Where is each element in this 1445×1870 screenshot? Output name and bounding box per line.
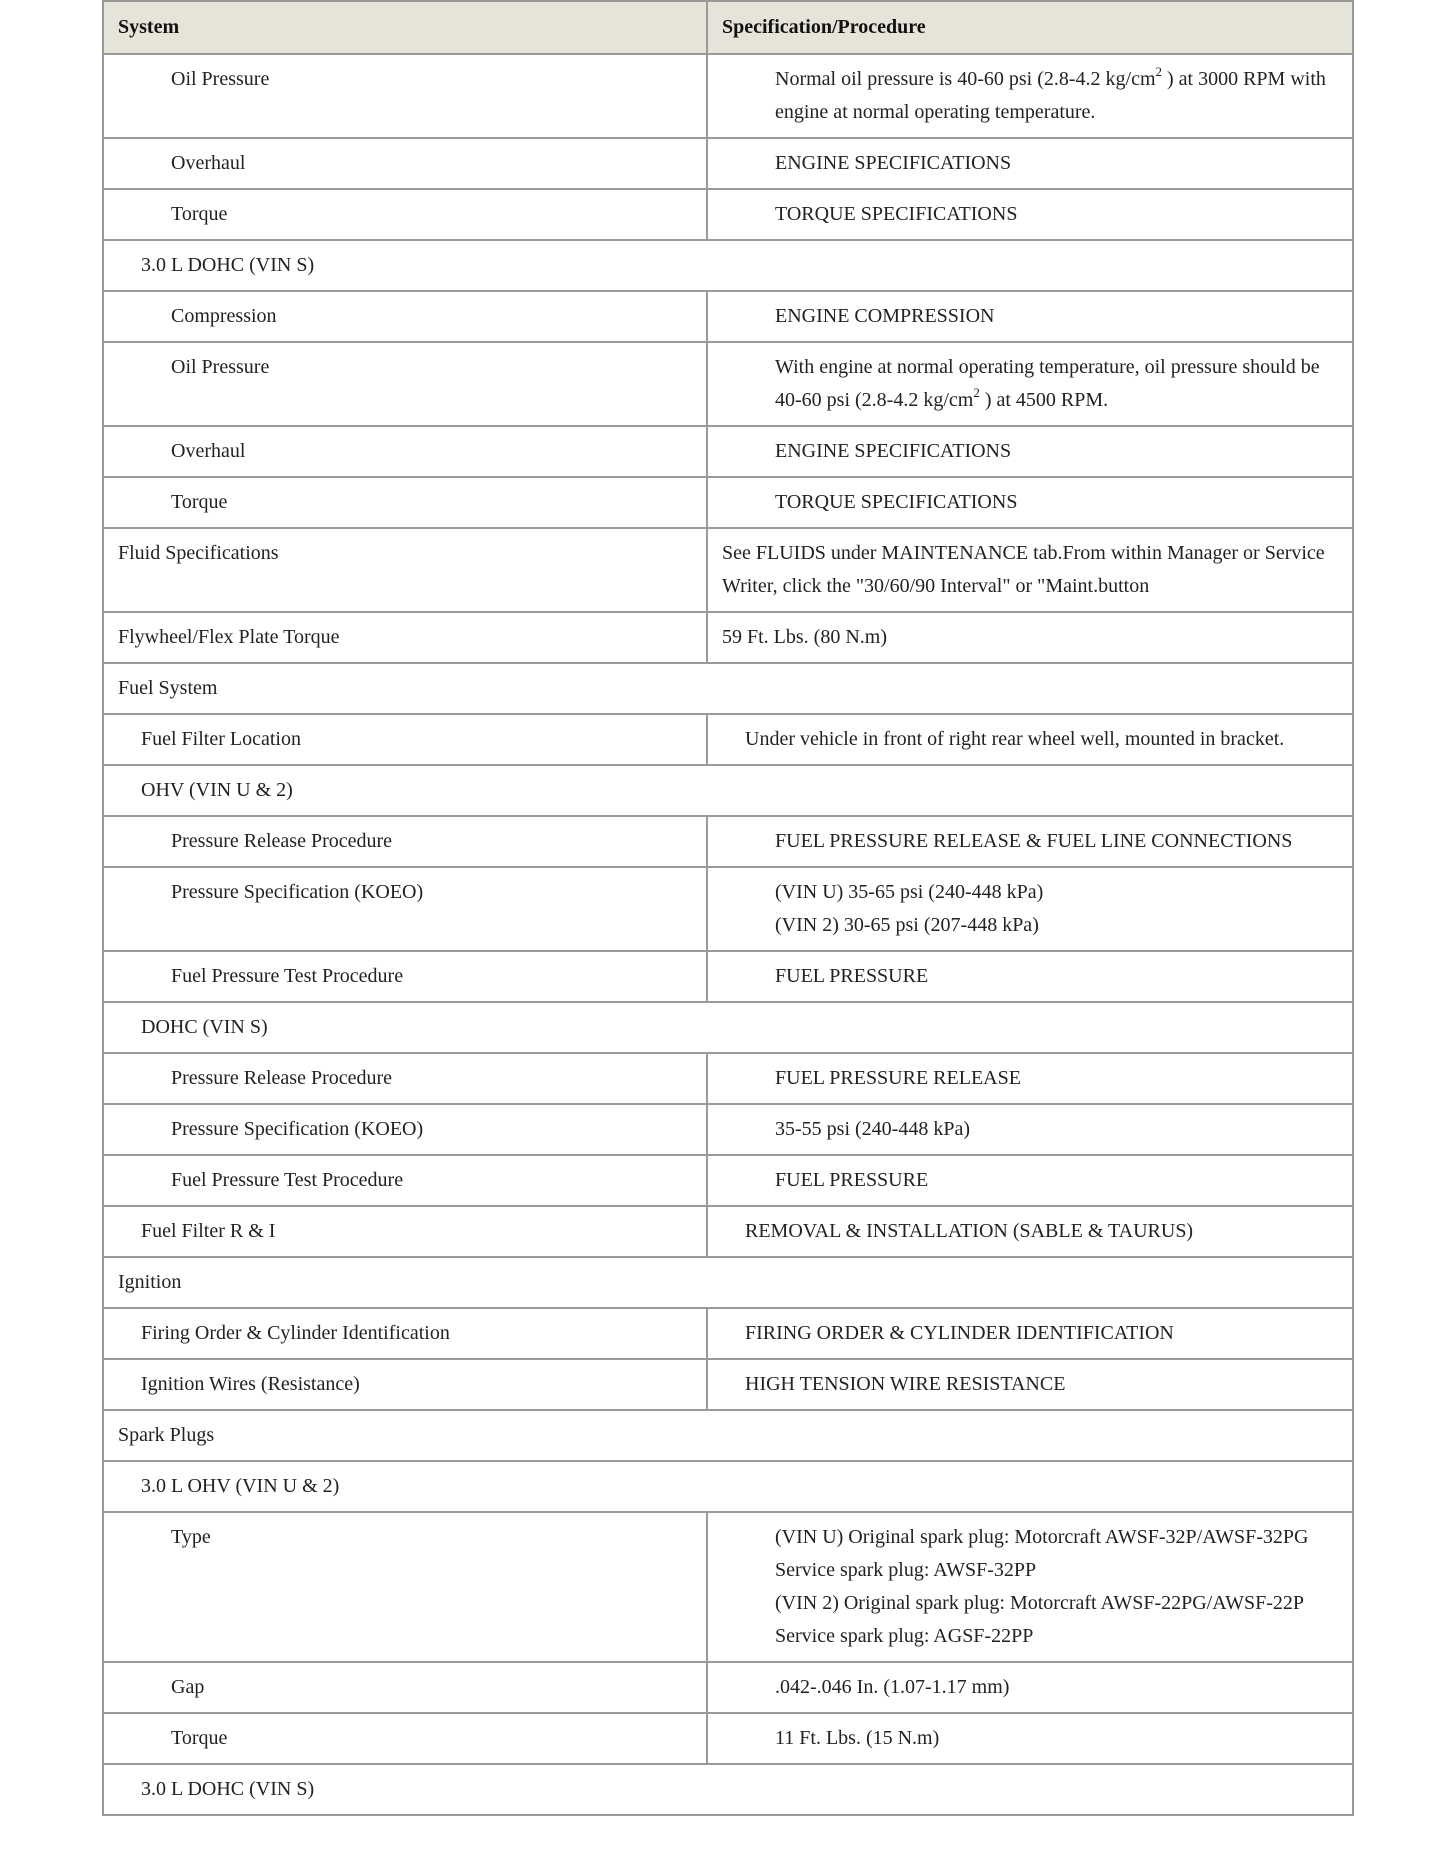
system-cell: Type <box>103 1512 707 1662</box>
spec-cell <box>707 1512 1353 1662</box>
system-cell: Pressure Release Procedure <box>103 816 707 867</box>
spec-cell: ENGINE SPECIFICATIONS <box>707 426 1353 477</box>
table-row <box>103 291 1353 342</box>
system-cell: Ignition Wires (Resistance) <box>103 1359 707 1410</box>
spec-cell: HIGH TENSION WIRE RESISTANCE <box>707 1359 1353 1410</box>
spec-cell: 59 Ft. Lbs. (80 N.m) <box>707 612 1353 663</box>
system-cell: Torque <box>103 1713 707 1764</box>
spec-cell: TORQUE SPECIFICATIONS <box>707 189 1353 240</box>
spec-line: (VIN 2) Original spark plug: Motorcraft AWSF-22PG/AWSF-22P <box>775 1592 1304 1614</box>
spec-cell <box>707 867 1353 951</box>
section-label: DOHC (VIN S) <box>103 1002 1353 1053</box>
table-row <box>103 1206 1353 1257</box>
table-row <box>103 54 1353 138</box>
system-cell: Fuel Pressure Test Procedure <box>103 951 707 1002</box>
table-row <box>103 342 1353 426</box>
table-row <box>103 477 1353 528</box>
section-row <box>103 765 1353 816</box>
section-label: Ignition <box>103 1257 1353 1308</box>
section-label: 3.0 L OHV (VIN U & 2) <box>103 1461 1353 1512</box>
spec-text: ) at 4500 RPM. <box>979 389 1109 411</box>
section-row <box>103 1461 1353 1512</box>
spec-cell <box>707 342 1353 426</box>
system-cell: Firing Order & Cylinder Identification <box>103 1308 707 1359</box>
system-cell: Overhaul <box>103 138 707 189</box>
table-row <box>103 1359 1353 1410</box>
system-cell: Overhaul <box>103 426 707 477</box>
spec-text: ) at 3000 RPM with engine at normal operating temperature. <box>775 68 1326 123</box>
spec-cell: .042-.046 In. (1.07-1.17 mm) <box>707 1662 1353 1713</box>
table-row <box>103 1155 1353 1206</box>
spec-line: Service spark plug: AGSF-22PP <box>775 1625 1034 1647</box>
spec-text: With engine at normal operating temperature, oil pressure should be 40-60 psi (2.8-4.2 kg/cm <box>775 356 1320 411</box>
spec-line: Service spark plug: AWSF-32PP <box>775 1559 1037 1581</box>
spec-cell: 11 Ft. Lbs. (15 N.m) <box>707 1713 1353 1764</box>
section-label: 3.0 L DOHC (VIN S) <box>103 240 1353 291</box>
system-cell: Pressure Specification (KOEO) <box>103 1104 707 1155</box>
table-row <box>103 426 1353 477</box>
system-cell: Pressure Release Procedure <box>103 1053 707 1104</box>
table-row <box>103 612 1353 663</box>
system-cell: Oil Pressure <box>103 54 707 138</box>
table-row <box>103 1662 1353 1713</box>
spec-text: Normal oil pressure is 40-60 psi (2.8-4.2 kg/cm <box>775 68 1156 90</box>
system-cell: Flywheel/Flex Plate Torque <box>103 612 707 663</box>
table-row <box>103 1512 1353 1662</box>
spec-cell: FUEL PRESSURE <box>707 951 1353 1002</box>
system-column-header: System <box>103 1 707 54</box>
spec-cell: FUEL PRESSURE RELEASE & FUEL LINE CONNECTIONS <box>707 816 1353 867</box>
section-label: 3.0 L DOHC (VIN S) <box>103 1764 1353 1815</box>
section-row <box>103 1410 1353 1461</box>
spec-cell: ENGINE SPECIFICATIONS <box>707 138 1353 189</box>
system-cell: Fuel Filter R & I <box>103 1206 707 1257</box>
system-cell: Torque <box>103 477 707 528</box>
system-cell: Fuel Filter Location <box>103 714 707 765</box>
spec-column-header: Specification/Procedure <box>707 1 1353 54</box>
system-cell: Fluid Specifications <box>103 528 707 612</box>
spec-line: (VIN U) 35-65 psi (240-448 kPa) <box>775 881 1044 903</box>
section-row <box>103 1257 1353 1308</box>
spec-cell: Under vehicle in front of right rear wheel well, mounted in bracket. <box>707 714 1353 765</box>
spec-cell: FIRING ORDER & CYLINDER IDENTIFICATION <box>707 1308 1353 1359</box>
system-cell: Gap <box>103 1662 707 1713</box>
system-cell: Pressure Specification (KOEO) <box>103 867 707 951</box>
table-row <box>103 867 1353 951</box>
table-row <box>103 951 1353 1002</box>
section-row <box>103 240 1353 291</box>
table-row <box>103 528 1353 612</box>
spec-cell: FUEL PRESSURE <box>707 1155 1353 1206</box>
spec-cell <box>707 54 1353 138</box>
system-cell: Compression <box>103 291 707 342</box>
section-row <box>103 663 1353 714</box>
specifications-table <box>102 0 1354 1816</box>
superscript-text: 2 <box>1155 64 1162 79</box>
table-row <box>103 138 1353 189</box>
section-label: Fuel System <box>103 663 1353 714</box>
spec-cell: See FLUIDS under MAINTENANCE tab.From within Manager or Service Writer, click the "30/60/90 Interval" or "Maint.button <box>707 528 1353 612</box>
system-cell: Torque <box>103 189 707 240</box>
table-row <box>103 816 1353 867</box>
section-row <box>103 1002 1353 1053</box>
system-cell: Fuel Pressure Test Procedure <box>103 1155 707 1206</box>
table-row <box>103 714 1353 765</box>
spec-cell: FUEL PRESSURE RELEASE <box>707 1053 1353 1104</box>
table-row <box>103 189 1353 240</box>
table-row <box>103 1713 1353 1764</box>
system-cell: Oil Pressure <box>103 342 707 426</box>
spec-cell: REMOVAL & INSTALLATION (SABLE & TAURUS) <box>707 1206 1353 1257</box>
table-body <box>103 54 1353 1815</box>
table-row <box>103 1308 1353 1359</box>
section-row <box>103 1764 1353 1815</box>
table-row <box>103 1104 1353 1155</box>
table-header-row <box>103 1 1353 54</box>
superscript-text: 2 <box>973 385 980 400</box>
table-row <box>103 1053 1353 1104</box>
spec-cell: ENGINE COMPRESSION <box>707 291 1353 342</box>
section-label: Spark Plugs <box>103 1410 1353 1461</box>
spec-cell: 35-55 psi (240-448 kPa) <box>707 1104 1353 1155</box>
spec-cell: TORQUE SPECIFICATIONS <box>707 477 1353 528</box>
spec-line: (VIN U) Original spark plug: Motorcraft AWSF-32P/AWSF-32PG <box>775 1526 1309 1548</box>
spec-line: (VIN 2) 30-65 psi (207-448 kPa) <box>775 914 1039 936</box>
section-label: OHV (VIN U & 2) <box>103 765 1353 816</box>
